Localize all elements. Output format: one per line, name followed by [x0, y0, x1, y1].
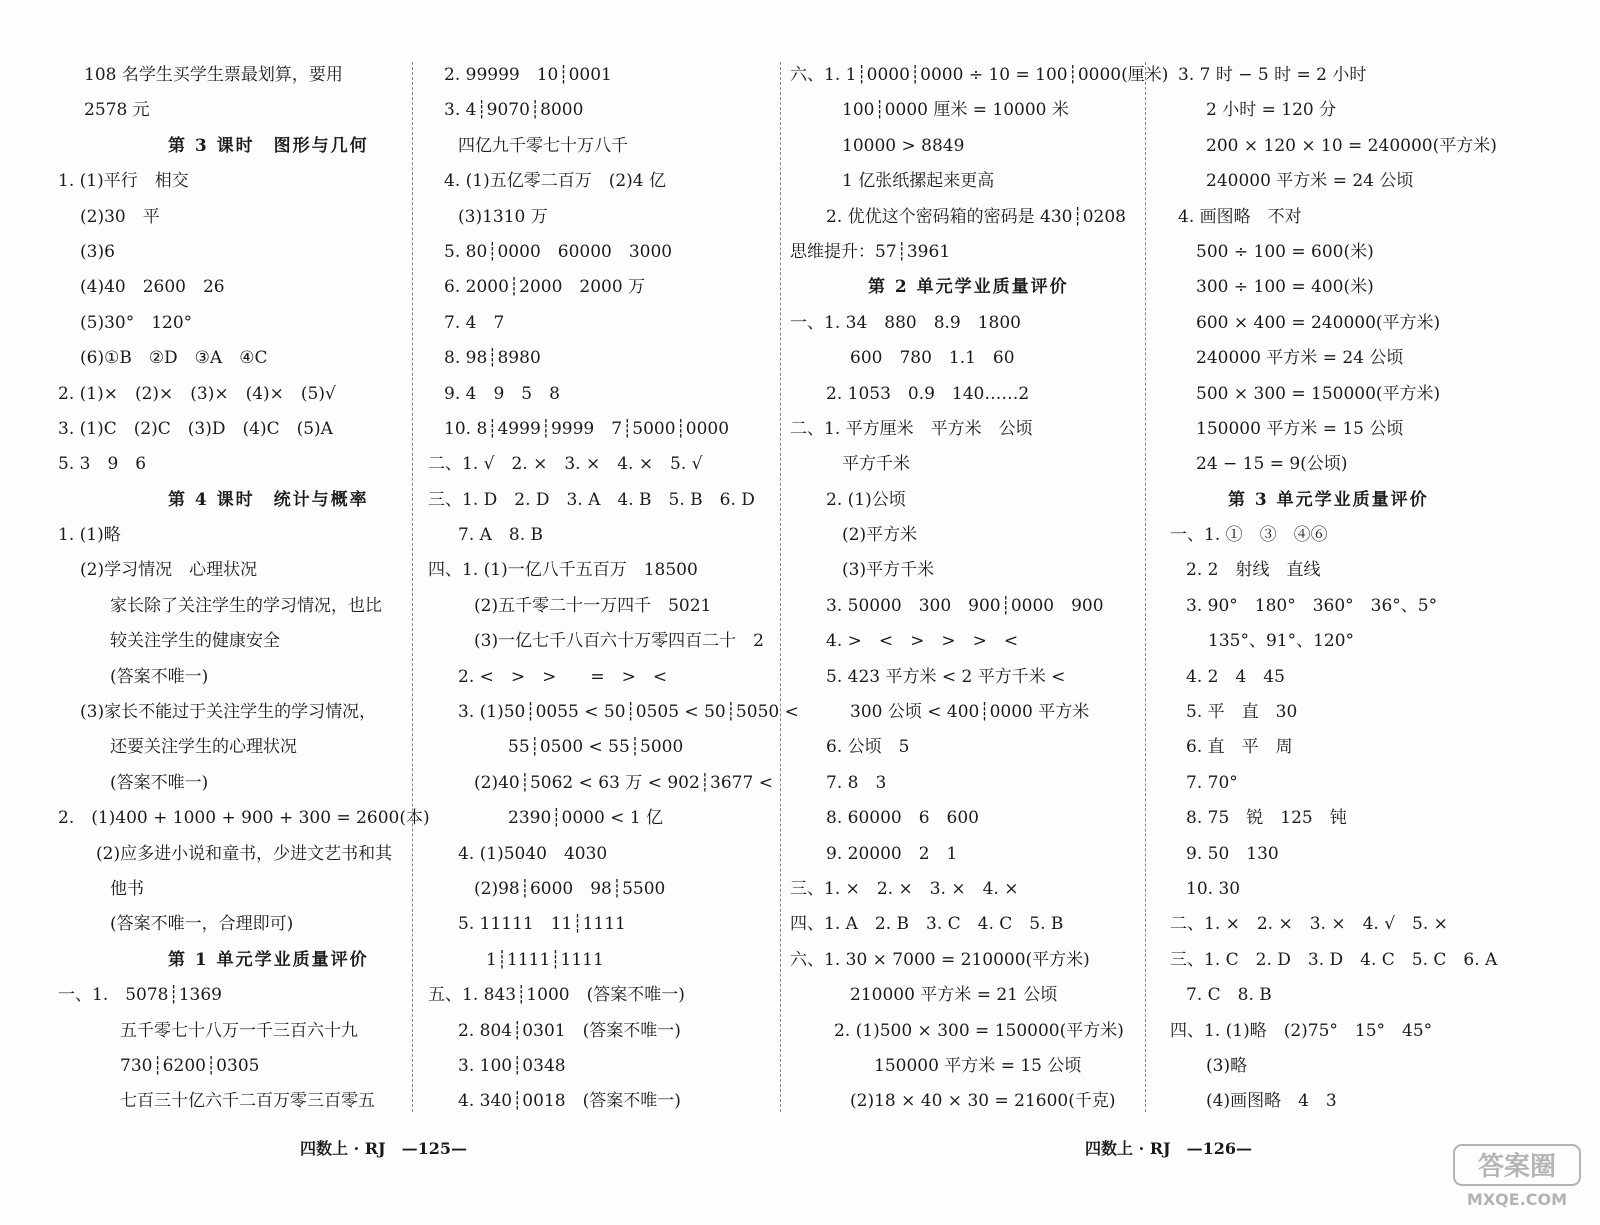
answer-line: 10. 8┊4999┊9999 7┊5000┊0000 [444, 418, 730, 439]
answer-line: 3. 100┊0348 [458, 1055, 566, 1076]
answer-line: (4)40 2600 26 [80, 277, 225, 298]
answer-line: 1. (1)略 [58, 525, 121, 546]
answer-line: 2390┊0000 < 1 亿 [508, 808, 664, 829]
answer-line: (3)略 [1206, 1055, 1248, 1076]
answer-line: 四、1. (1)略 (2)75° 15° 45° [1170, 1020, 1433, 1041]
column-1 [58, 58, 430, 1120]
answer-line: 8. 75 锐 125 钝 [1186, 808, 1347, 829]
answer-line: 8. 98┊8980 [444, 348, 541, 369]
answer-line: 二、1. × 2. × 3. × 4. √ 5. × [1170, 914, 1448, 935]
answer-line: 平方千米 [842, 454, 910, 475]
answer-line: 五千零七十八万一千三百六十九 [120, 1020, 358, 1041]
answer-line: 100┊0000 厘米 = 10000 米 [842, 100, 1069, 121]
answer-line: 150000 平方米 = 15 公顷 [874, 1055, 1082, 1076]
answer-line: 思维提升：57┊3961 [790, 241, 951, 262]
answer-line: 他书 [110, 878, 144, 899]
section-heading: 第 2 单元学业质量评价 [868, 277, 1069, 298]
answer-line: (2)应多进小说和童书，少进文艺书和其 [96, 843, 393, 864]
answer-line: 1┊1111┊1111 [486, 949, 604, 970]
watermark-logo [1452, 1143, 1582, 1213]
answer-line: (3)一亿七千八百六十万零四百二十 2 [474, 631, 764, 652]
answer-line: 6. 公顷 5 [826, 737, 910, 758]
answer-line: (2)18 × 40 × 30 = 21600(千克) [850, 1091, 1116, 1112]
answer-line: (2)98┊6000 98┊5500 [474, 878, 666, 899]
answer-line: 3. (1)50┊0055 < 50┊0505 < 50┊5050 < [458, 702, 799, 723]
answer-line: 1 亿张纸摞起来更高 [842, 171, 995, 192]
answer-line: 还要关注学生的心理状况 [110, 737, 297, 758]
answer-line: 10000 > 8849 [842, 135, 965, 156]
section-heading: 第 3 课时 图形与几何 [168, 135, 369, 156]
answer-line: 四、1. (1)一亿八千五百万 18500 [428, 560, 698, 581]
answer-line: 9. 4 9 5 8 [444, 383, 560, 404]
answer-line: 2. 1053 0.9 140……2 [826, 383, 1030, 404]
answer-line: 2. 优优这个密码箱的密码是 430┊0208 [826, 206, 1126, 227]
answer-line: 七百三十亿六千二百万零三百零五 [120, 1091, 375, 1112]
answer-line: 5. 423 平方米 < 2 平方千米 < [826, 666, 1066, 687]
answer-line: 一、1. 34 880 8.9 1800 [790, 312, 1022, 333]
column-2 [428, 58, 799, 1120]
section-heading: 第 1 单元学业质量评价 [168, 949, 369, 970]
answer-line: 二、1. 平方厘米 平方米 公顷 [790, 418, 1033, 439]
answer-line: 较关注学生的健康安全 [110, 631, 280, 652]
answer-line: 2. (1)400 + 1000 + 900 + 300 = 2600(本) [58, 808, 430, 829]
answer-line: 6. 直 平 周 [1186, 737, 1293, 758]
answer-line: 7. 4 7 [444, 312, 505, 333]
answer-line: 24 − 15 = 9(公顷) [1196, 454, 1348, 475]
answer-line: 108 名学生买学生票最划算，要用 [84, 65, 343, 85]
svg-text:MXQE.COM: MXQE.COM [1466, 1190, 1568, 1209]
answer-line: (2)30 平 [80, 206, 160, 227]
answer-line: 240000 平方米 = 24 公顷 [1196, 348, 1404, 369]
answer-line: 五、1. 843┊1000 (答案不唯一) [428, 985, 685, 1006]
answer-line: 3. (1)C (2)C (3)D (4)C (5)A [58, 418, 333, 439]
answer-line: 四亿九千零七十万八千 [458, 135, 628, 156]
column-divider [780, 62, 781, 1112]
answer-line: 2. (1)500 × 300 = 150000(平方米) [834, 1020, 1124, 1041]
answer-line: 一、1. 5078┊1369 [58, 985, 222, 1006]
answer-line: 5. 80┊0000 60000 3000 [444, 241, 673, 262]
answer-line: 9. 50 130 [1186, 843, 1279, 864]
answer-line: (3)家长不能过于关注学生的学习情况， [80, 702, 377, 723]
answer-line: 500 ÷ 100 = 600(米) [1196, 241, 1374, 262]
answer-line: 135°、91°、120° [1208, 631, 1355, 652]
answer-line: 2. 99999 10┊0001 [444, 65, 612, 85]
answer-line: 3. 50000 300 900┊0000 900 [826, 595, 1104, 616]
column-4 [1170, 58, 1540, 1120]
answer-line: (3)6 [80, 241, 115, 262]
answer-line: (答案不唯一) [110, 666, 209, 687]
answer-line: 7. C 8. B [1186, 985, 1272, 1006]
answer-line: 一、1. ① ③ ④⑥ [1170, 525, 1328, 546]
answer-line: 3. 90° 180° 360° 36°、5° [1186, 595, 1438, 616]
answer-line: 300 ÷ 100 = 400(米) [1196, 277, 1374, 298]
answer-line: (2)五千零二十一万四千 5021 [474, 595, 712, 616]
answer-line: 5. 平 直 30 [1186, 702, 1298, 723]
answer-line: 730┊6200┊0305 [120, 1055, 260, 1076]
column-divider [1145, 62, 1146, 1112]
answer-line: 2. 2 射线 直线 [1186, 560, 1321, 581]
answer-line: 三、1. C 2. D 3. D 4. C 5. C 6. A [1170, 949, 1498, 970]
answer-line: 10. 30 [1186, 878, 1241, 899]
answer-line: 210000 平方米 = 21 公顷 [850, 985, 1058, 1006]
answer-line: (3)1310 万 [458, 206, 548, 227]
answer-line: 600 × 400 = 240000(平方米) [1196, 312, 1441, 333]
answer-line: 4. (1)五亿零二百万 (2)4 亿 [444, 171, 667, 192]
column-divider [412, 62, 413, 1112]
answer-line: 5. 11111 11┊1111 [458, 914, 626, 935]
answer-line: 2 小时 = 120 分 [1206, 100, 1337, 121]
answer-line: 150000 平方米 = 15 公顷 [1196, 418, 1404, 439]
answer-line: (3)平方千米 [842, 560, 935, 581]
answer-line: (答案不唯一，合理即可) [110, 914, 294, 935]
answer-line: 三、1. D 2. D 3. A 4. B 5. B 6. D [428, 489, 755, 510]
answer-line: 三、1. × 2. × 3. × 4. × [790, 878, 1019, 899]
answer-line: 4. (1)5040 4030 [458, 843, 608, 864]
answer-line: (2)平方米 [842, 525, 918, 546]
answer-line: 4. 340┊0018 (答案不唯一) [458, 1091, 681, 1112]
answer-line: 家长除了关注学生的学习情况，也比 [110, 595, 382, 616]
answer-line: (2)学习情况 心理状况 [80, 560, 258, 581]
answer-line: 3. 4┊9070┊8000 [444, 100, 584, 121]
answer-line: 2. 804┊0301 (答案不唯一) [458, 1020, 681, 1041]
answer-line: 2. (1)× (2)× (3)× (4)× (5)√ [58, 383, 336, 404]
page-footer-left: 四数上 · RJ —125— [300, 1139, 467, 1158]
answer-line: 六、1. 30 × 7000 = 210000(平方米) [790, 949, 1090, 970]
answer-line: (4)画图略 4 3 [1206, 1091, 1337, 1112]
answer-line: 四、1. A 2. B 3. C 4. C 5. B [790, 914, 1064, 935]
answer-line: 5. 3 9 6 [58, 454, 147, 475]
answer-line: 2. (1)公顷 [826, 489, 906, 510]
answer-line: 1. (1)平行 相交 [58, 171, 189, 192]
answer-line: 7. A 8. B [458, 525, 544, 546]
answer-line: 7. 8 3 [826, 772, 887, 793]
section-heading: 第 4 课时 统计与概率 [168, 489, 369, 510]
page-footer-right: 四数上 · RJ —126— [1085, 1139, 1252, 1158]
answer-line: 4. 画图略 不对 [1178, 206, 1302, 227]
answer-line: (答案不唯一) [110, 772, 209, 793]
answer-line: 300 公顷 < 400┊0000 平方米 [850, 702, 1090, 723]
answer-line: 9. 20000 2 1 [826, 843, 958, 864]
column-3 [790, 58, 1169, 1120]
answer-line: 2578 元 [84, 100, 150, 121]
answer-line: (5)30° 120° [80, 312, 193, 333]
section-heading: 第 3 单元学业质量评价 [1228, 489, 1429, 510]
answer-line: 240000 平方米 = 24 公顷 [1206, 171, 1414, 192]
answer-line: 六、1. 1┊0000┊0000 ÷ 10 = 100┊0000(厘米) [790, 65, 1169, 85]
answer-line: 3. 7 时 − 5 时 = 2 小时 [1178, 65, 1367, 85]
answer-line: 600 780 1.1 60 [850, 348, 1015, 369]
answer-line: 二、1. √ 2. × 3. × 4. × 5. √ [428, 454, 703, 475]
answer-line: (6)①B ②D ③A ④C [80, 348, 268, 369]
answer-line: 6. 2000┊2000 2000 万 [444, 277, 646, 298]
answer-line: 2. < > > = > < [458, 666, 668, 687]
svg-text:答案圈: 答案圈 [1477, 1152, 1557, 1182]
answer-line: (2)40┊5062 < 63 万 < 902┊3677 < [474, 772, 773, 793]
answer-line: 8. 60000 6 600 [826, 808, 979, 829]
answer-line: 55┊0500 < 55┊5000 [508, 737, 684, 758]
answer-line: 4. > < > > > < [826, 631, 1019, 652]
answer-line: 200 × 120 × 10 = 240000(平方米) [1206, 135, 1497, 156]
answer-line: 7. 70° [1186, 772, 1238, 793]
answer-line: 4. 2 4 45 [1186, 666, 1285, 687]
answer-line: 500 × 300 = 150000(平方米) [1196, 383, 1441, 404]
